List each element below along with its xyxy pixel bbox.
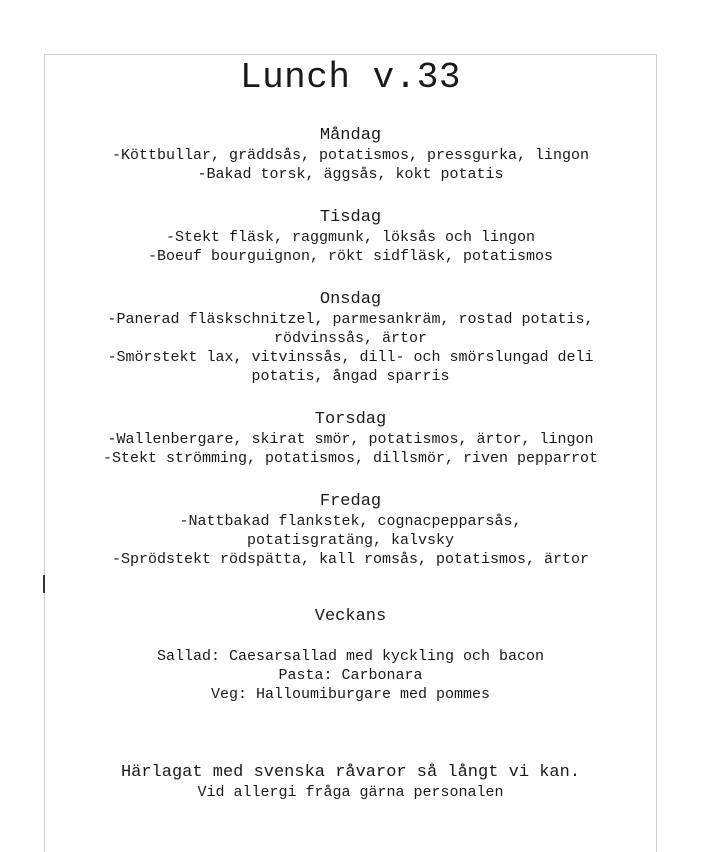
day-tuesday xyxy=(44,208,657,266)
weekly-item-veg: Veg: Halloumiburgare med pommes xyxy=(210,686,491,703)
dish-item: -Nattbakad flankstek, cognacpepparsås, potatisgratäng, kalvsky xyxy=(179,513,522,549)
dish-item: -Stekt fläsk, raggmunk, löksås och lingon xyxy=(165,229,536,246)
day-name: Onsdag xyxy=(319,290,382,309)
dish-item: -Stekt strömming, potatismos, dillsmör, riven pepparrot xyxy=(102,450,599,467)
day-friday xyxy=(44,492,657,569)
dish-item: -Köttbullar, gräddsås, potatismos, pressgurka, lingon xyxy=(111,147,590,164)
weekly-item-pasta: Pasta: Carbonara xyxy=(278,667,423,684)
footer xyxy=(44,762,657,802)
dish-item: -Boeuf bourguignon, rökt sidfläsk, potatismos xyxy=(147,248,554,265)
weekly-section xyxy=(44,607,657,704)
weekly-heading: Veckans xyxy=(314,607,387,626)
page-title: Lunch v.33 xyxy=(239,57,462,98)
menu-content[interactable] xyxy=(44,54,657,802)
dish-item: -Sprödstekt rödspätta, kall romsås, potatismos, ärtor xyxy=(111,551,590,568)
dish-item: -Panerad fläskschnitzel, parmesankräm, rostad potatis, rödvinssås, ärtor xyxy=(107,311,594,347)
day-name: Måndag xyxy=(319,126,382,145)
day-name: Fredag xyxy=(319,492,382,511)
weekly-items xyxy=(44,647,657,704)
day-name: Tisdag xyxy=(319,208,382,227)
day-wednesday xyxy=(44,290,657,386)
dish-item: -Smörstekt lax, vitvinssås, dill- och smörslungad deli potatis, ångad sparris xyxy=(107,349,594,385)
weekly-item-salad: Sallad: Caesarsallad med kyckling och bacon xyxy=(156,648,545,665)
day-name: Torsdag xyxy=(314,410,387,429)
day-monday xyxy=(44,126,657,184)
dish-item: -Wallenbergare, skirat smör, potatismos, ärtor, lingon xyxy=(107,431,594,448)
day-thursday xyxy=(44,410,657,468)
footer-allergy-note: Vid allergi fråga gärna personalen xyxy=(197,784,504,801)
footer-main-text: Härlagat med svenska råvaror så långt vi kan. xyxy=(120,763,581,782)
dish-item: -Bakad torsk, äggsås, kokt potatis xyxy=(197,166,504,183)
